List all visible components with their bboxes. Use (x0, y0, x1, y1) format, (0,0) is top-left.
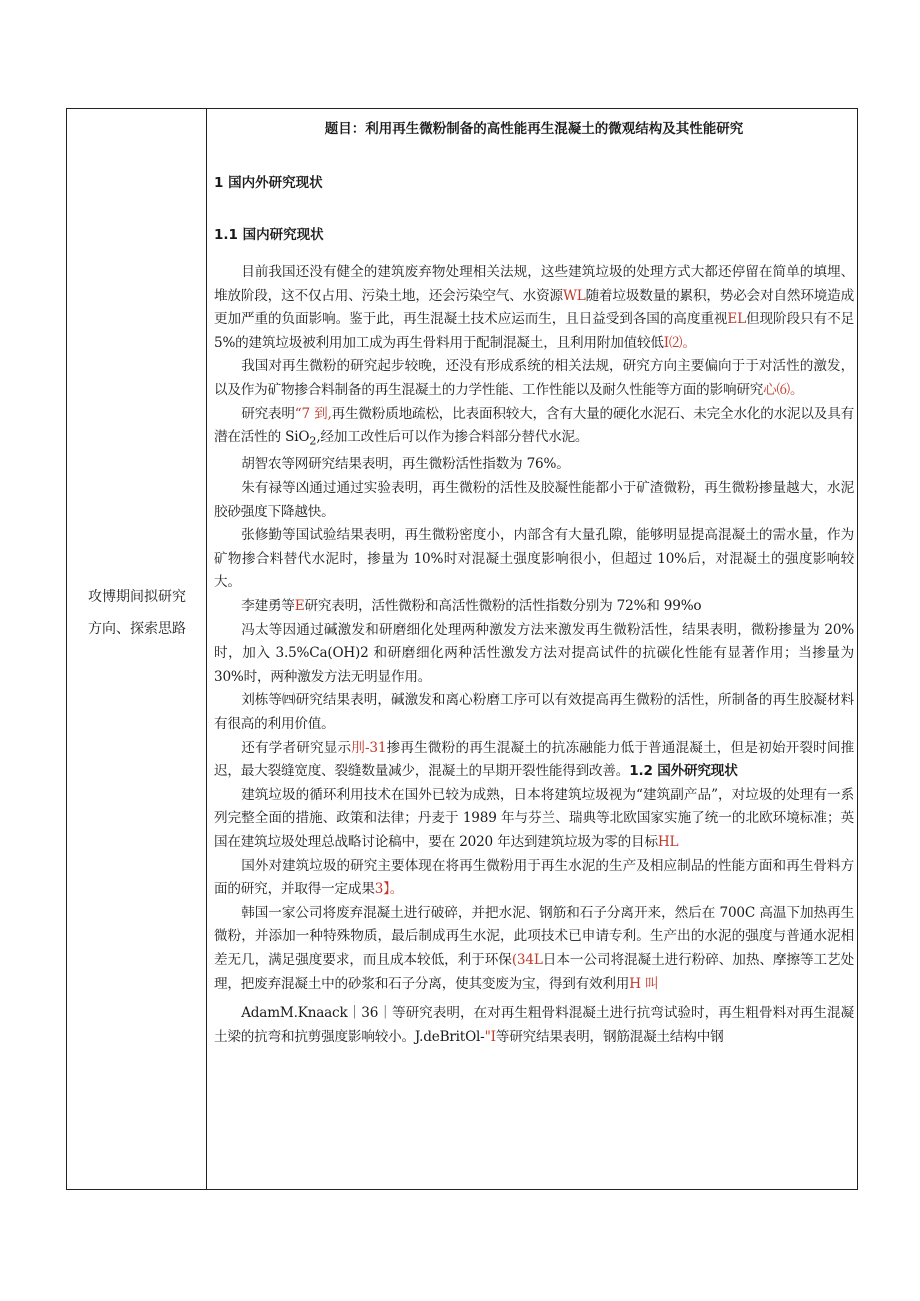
left-label-line1: 攻博期间拟研究 (88, 589, 186, 605)
paragraph-3: 研究表明“7 到,再生微粉质地疏松，比表面积较大，含有大量的硬化水泥石、未完全水化的水泥以及具有潜在活性的 SiO$_2$,经加工改性后可以作为掺合料部分替代水泥。 (214, 405, 854, 448)
paragraph-4: 胡智农等网研究结果表明，再生微粉活性指数为 76%。 (241, 456, 570, 473)
citation: E (294, 598, 305, 615)
heading-1-1: 1.1 国内研究现状 (214, 227, 324, 243)
right-column (208, 109, 858, 1189)
paragraph-1: 目前我国还没有健全的建筑废弃物处理相关法规，这些建筑垃圾的处理方式大都还停留在简单的填埋、堆放阶段，这不仅占用、污染土地，还会污染空气、水资源WL随着垃圾数量的累积，势必会对自然环境造成更加严重的负面影响。鉴于此，再生混凝土技术应运而生，且日益受到各国的高度重视EL但现阶段只有不足 5%的建筑垃圾被利用加工成为再生骨料用于配制混凝土，且利用附加值较低I⑵。 (214, 264, 854, 351)
citation: 心⑹。 (763, 381, 804, 398)
citation: 3】。 (374, 881, 404, 898)
citation: 刖-31 (351, 739, 387, 756)
document-title: 题目：利用再生微粉制备的高性能再生混凝土的微观结构及其性能研究 (324, 121, 744, 137)
paragraph-10: 还有学者研究显示刖-31掺再生微粉的再生混凝土的抗冻融能力低于普通混凝土，但是初始开裂时间推迟，最大裂缝宽度、裂缝数量减少，混凝土的早期开裂性能得到改善。1.2 国外研究现状 (214, 739, 854, 780)
citation: H 叫 (629, 975, 659, 992)
left-column (67, 109, 207, 1189)
citation: "I (484, 1028, 496, 1045)
citation: I⑵。 (663, 334, 696, 351)
heading-1-2: 1.2 国外研究现状 (629, 763, 738, 780)
paragraph-12: 国外对建筑垃圾的研究主要体现在将再生微粉用于再生水泥的生产及相应制品的性能方面和再生骨料方面的研究，并取得一定成果3】。 (214, 857, 854, 898)
citation: “7 到, (294, 405, 332, 422)
citation: (34L (511, 951, 543, 968)
paragraph-7: 李建勇等E研究表明，活性微粉和高活性微粉的活性指数分别为 72%和 99%o (241, 598, 702, 615)
paragraph-11: 建筑垃圾的循环利用技术在国外已较为成熟，日本将建筑垃圾视为“建筑副产品”，对垃圾的处理有一系列完整全面的措施、政策和法律；丹麦于 1989 年与芬兰、瑞典等北欧国家实施了统一的北欧环境标准；英国在建筑垃圾处理总战略讨论稿中，要在 2020 年达到建筑垃圾为零的目标HL (214, 786, 854, 850)
citation: HL (657, 833, 679, 850)
paragraph-2: 我国对再生微粉的研究起步较晚，还没有形成系统的相关法规，研究方向主要偏向于于对活性的激发，以及作为矿物掺合料制备的再生混凝土的力学性能、工作性能以及耐久性能等方面的影响研究心⑹。 (214, 358, 854, 398)
citation: EL (727, 311, 746, 328)
paragraph-6: 张修勤等国试验结果表明，再生微粉密度小，内部含有大量孔隙，能够明显提高混凝土的需水量，作为矿物掺合料替代水泥时，掺量为 10%时对混凝土强度影响很小，但超过 10%后，对混凝土的强度影响较大。 (214, 527, 854, 591)
left-label-line2: 方向、探索思路 (88, 621, 186, 637)
citation: WL (562, 287, 586, 304)
paragraph-5: 朱有禄等凶通过通过实验表明，再生微粉的活性及胶凝性能都小于矿渣微粉，再生微粉掺量越大，水泥胶砂强度下降越快。 (214, 480, 854, 520)
heading-1: 1 国内外研究现状 (214, 175, 323, 191)
paragraph-14: AdamM.Knaack｜36｜等研究表明，在对再生粗骨料混凝土进行抗弯试验时，再生粗骨料对再生混凝土梁的抗弯和抗剪强度影响较小。J.deBritOl-"I等研究结果表明，钢筋混凝土结构中钢 (214, 1005, 854, 1045)
paragraph-9: 刘栋等㈣研究结果表明，碱激发和离心粉磨工序可以有效提高再生微粉的活性，所制备的再生胶凝材料有很高的利用价值。 (214, 692, 854, 732)
document-table (66, 108, 858, 1190)
left-label (67, 581, 207, 645)
paragraph-13: 韩国一家公司将废弃混凝土进行破碎，并把水泥、钢筋和石子分离开来，然后在 700C 高温下加热再生微粉，并添加一种特殊物质，最后制成再生水泥，此项技术已申请专利。生产出的水泥的强度与普通水泥相差无几，满足强度要求，而且成本较低，利于环保(34L日本一公司将混凝土进行粉碎、加热、摩擦等工艺处理，把废弃混凝土中的砂浆和石子分离，使其变废为宝，得到有效利用H 叫 (214, 904, 854, 992)
paragraph-8: 冯太等因通过碱激发和研磨细化处理两种激发方法来激发再生微粉活性，结果表明，微粉掺量为 20%时，加入 3.5%Ca(OH)2 和研磨细化两种活性激发方法对提高试件的抗碳化性能有显著作用；当掺量为 30%时，两种激发方法无明显作用。 (214, 621, 854, 685)
